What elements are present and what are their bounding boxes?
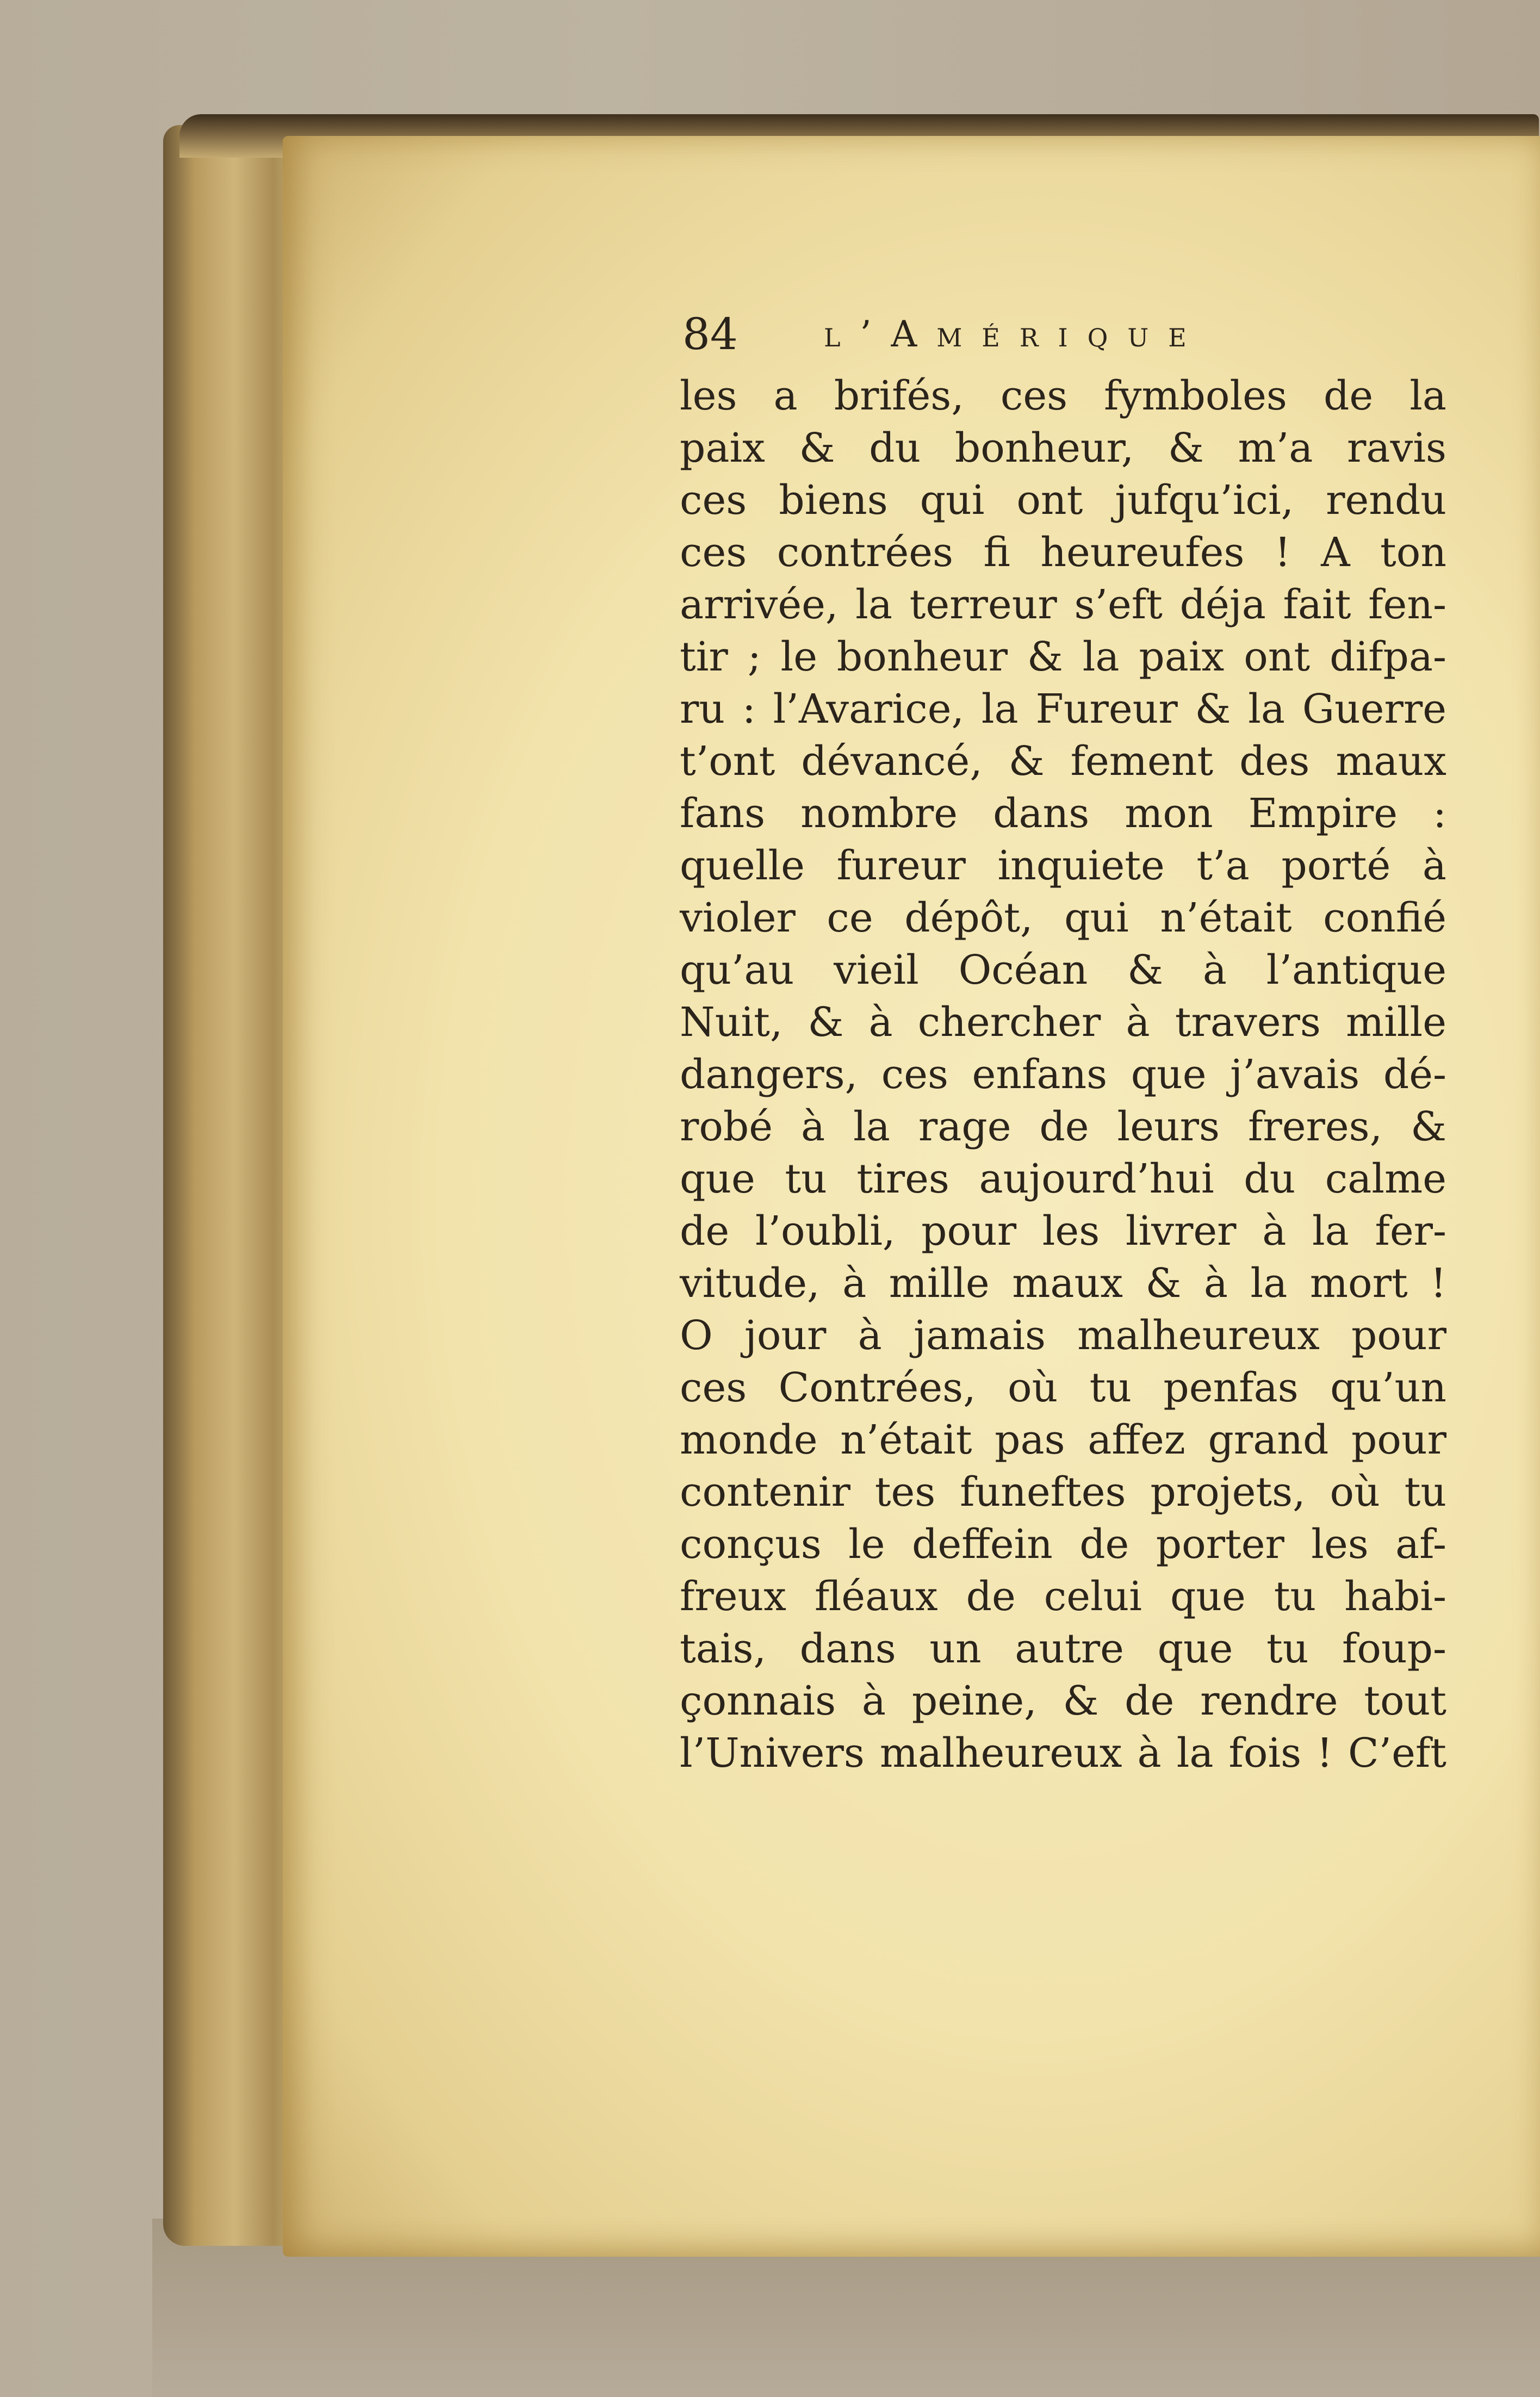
text-line: ces contrées fi heureufes ! A ton (680, 529, 1446, 576)
text-line: Nuit, & à chercher à travers mille (680, 999, 1446, 1046)
text-line: tir ; le bonheur & la paix ont difpa- (680, 634, 1446, 680)
text-line: çonnais à peine, & de rendre tout (680, 1678, 1446, 1724)
text-line: ces Contrées, où tu penfas qu’un (680, 1364, 1446, 1411)
text-line: que tu tires aujourd’hui du calme (680, 1156, 1446, 1202)
text-line: ces biens qui ont jufqu’ici, rendu (680, 477, 1446, 524)
text-line: fans nombre dans mon Empire : (680, 790, 1446, 837)
text-line: ru : l’Avarice, la Fureur & la Guerre (680, 686, 1446, 732)
text-line: les a brifés, ces fymboles de la (680, 372, 1446, 419)
text-line: contenir tes funeftes projets, où tu (680, 1469, 1446, 1516)
text-line: violer ce dépôt, qui n’était confié (680, 895, 1446, 941)
text-line: freux fléaux de celui que tu habi- (680, 1573, 1446, 1620)
page-number: 84 (682, 309, 738, 359)
text-line: vitude, à mille maux & à la mort ! (680, 1260, 1446, 1307)
text-line: arrivée, la terreur s’eft déja fait fen- (680, 581, 1446, 628)
text-line: qu’au vieil Océan & à l’antique (680, 947, 1446, 993)
page-header (682, 305, 1335, 370)
text-line: conçus le deffein de porter les af- (680, 1521, 1446, 1568)
running-title: l’Amérique (824, 313, 1206, 355)
text-line: robé à la rage de leurs freres, & (680, 1103, 1446, 1150)
text-line: dangers, ces enfans que j’avais dé- (680, 1051, 1446, 1098)
text-line: monde n’était pas affez grand pour (680, 1417, 1446, 1463)
text-line: l’Univers malheureux à la fois ! C’eft (680, 1730, 1446, 1777)
text-line: paix & du bonheur, & m’a ravis (680, 425, 1446, 471)
body-text (680, 370, 1446, 1779)
text-line: quelle fureur inquiete t’a porté à (680, 842, 1446, 889)
text-line: tais, dans un autre que tu foup- (680, 1625, 1446, 1672)
text-line: O jour à jamais malheureux pour (680, 1312, 1446, 1359)
text-line: t’ont dévancé, & fement des maux (680, 738, 1446, 785)
text-line: de l’oubli, pour les livrer à la fer- (680, 1208, 1446, 1255)
